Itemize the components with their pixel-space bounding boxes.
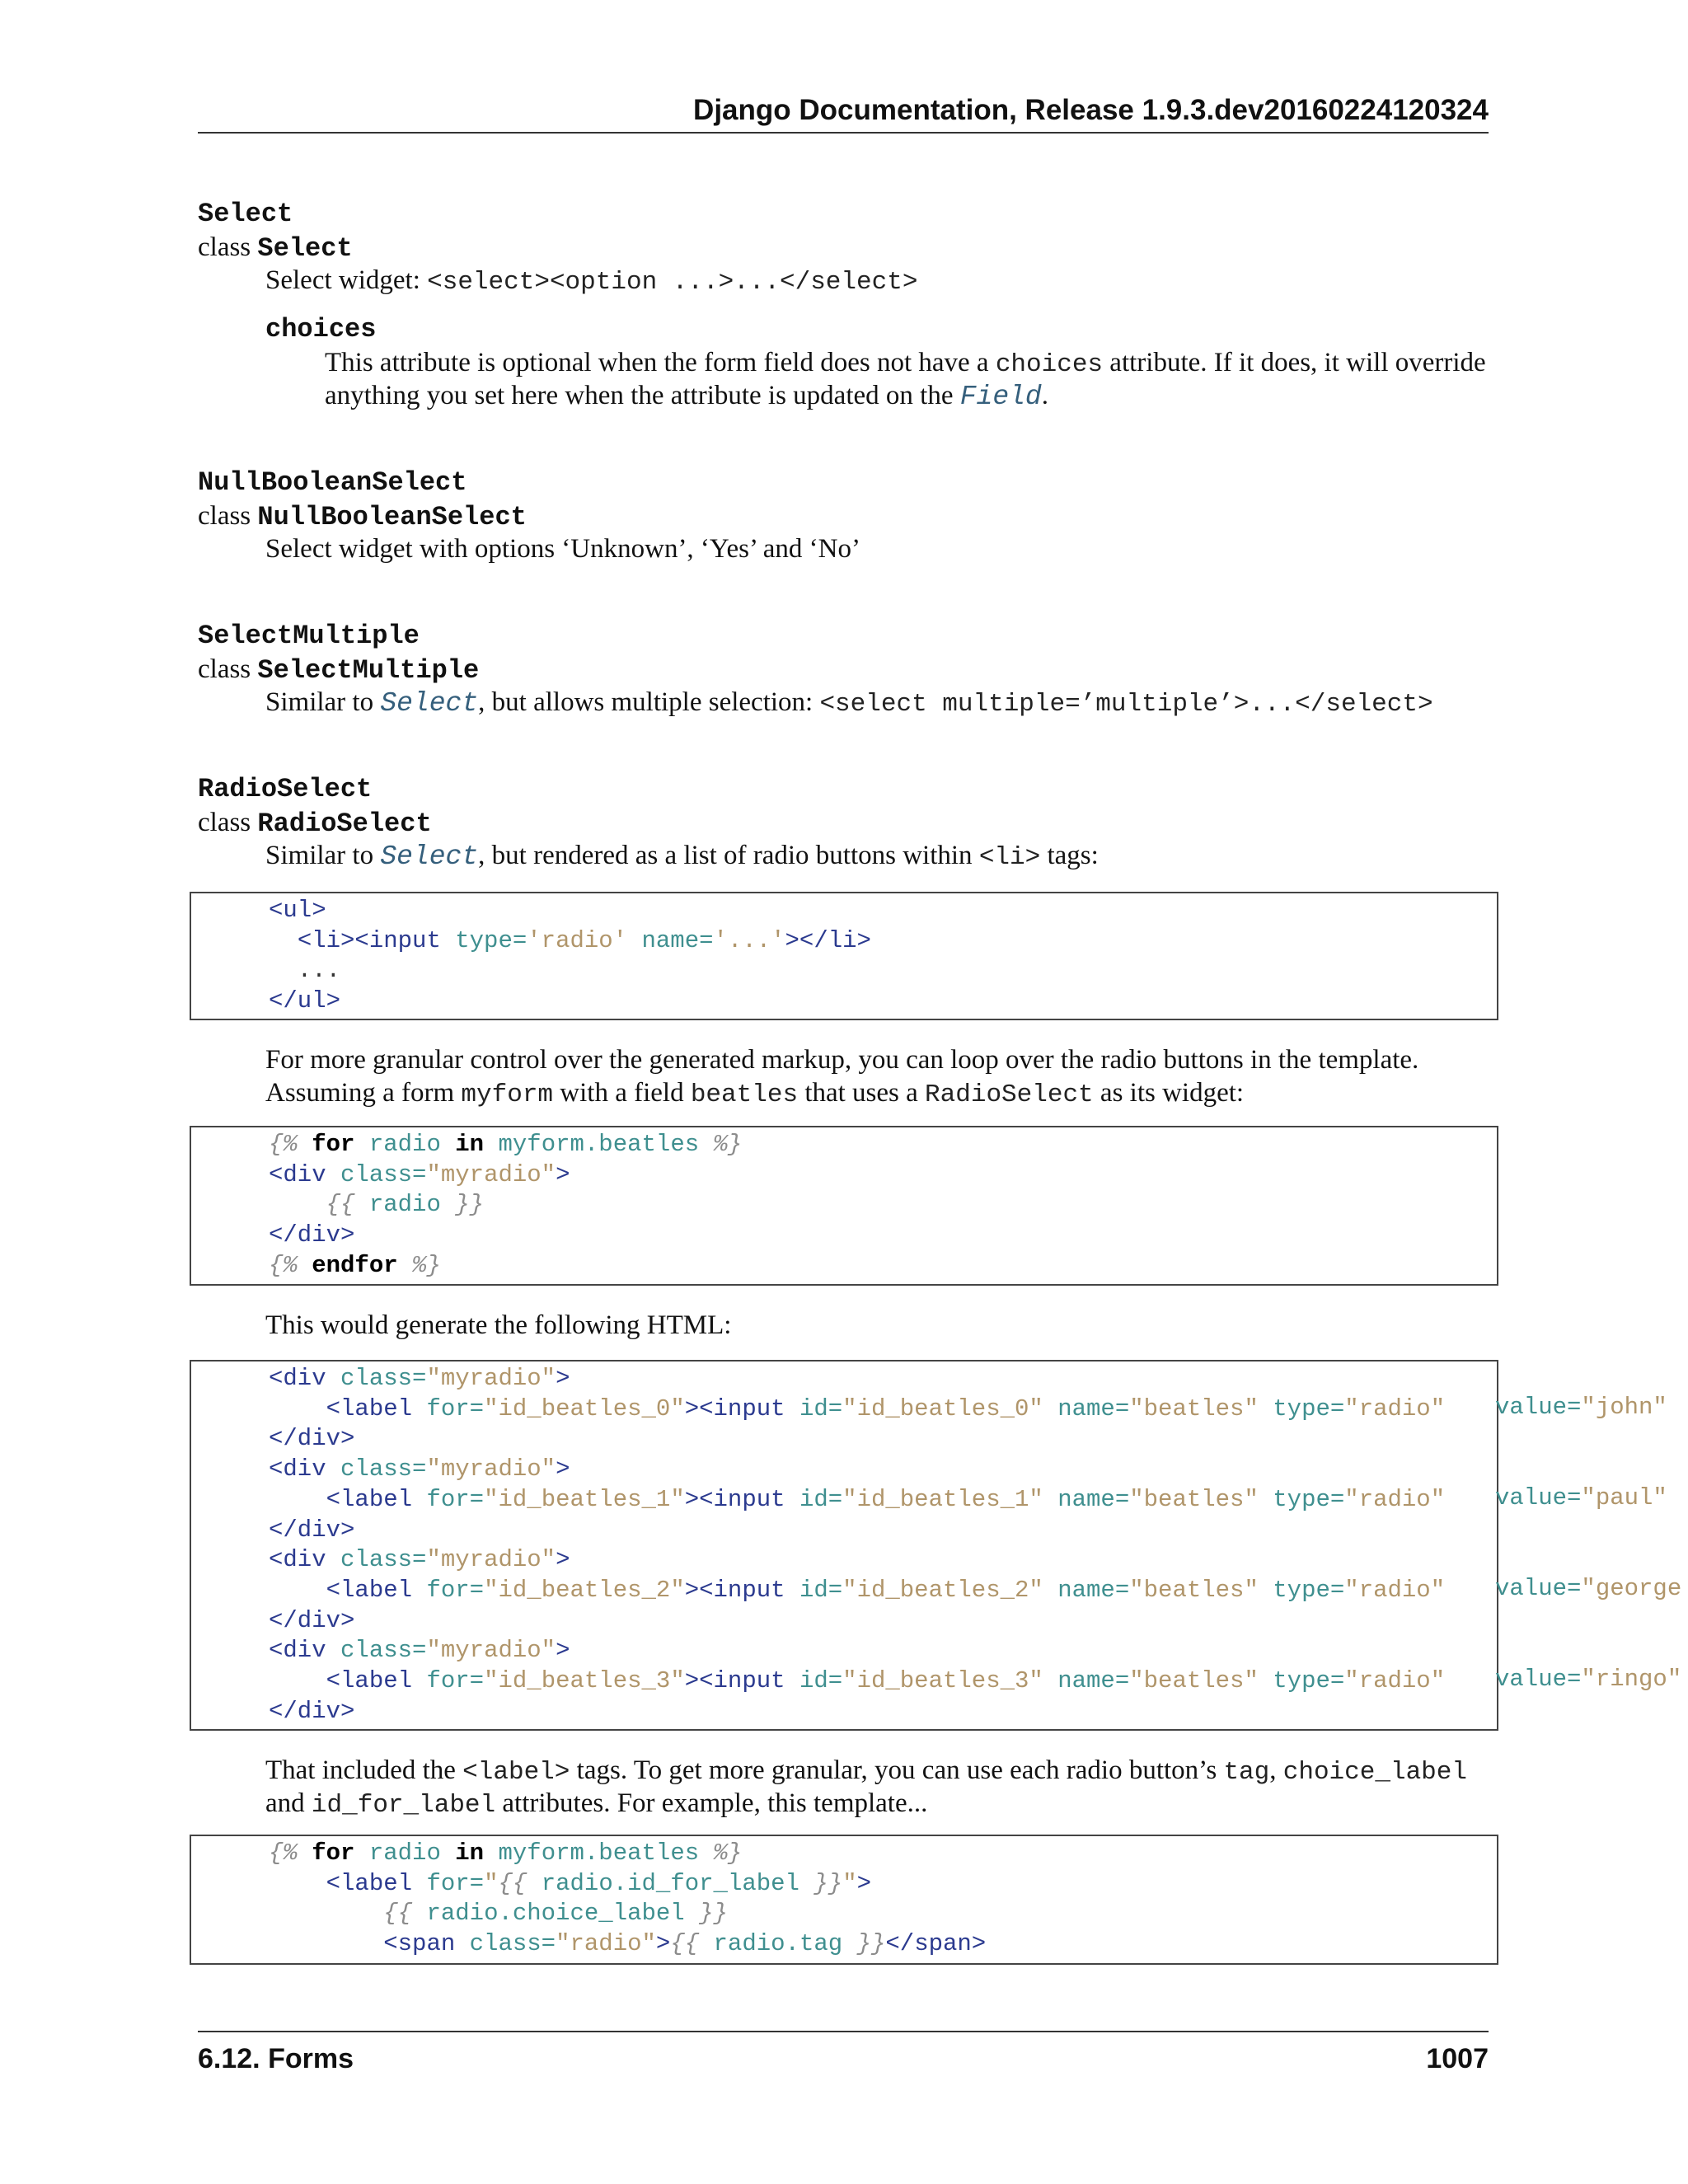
footer-page-number: 1007 bbox=[1426, 2043, 1489, 2074]
code-token: > bbox=[556, 1365, 570, 1392]
code-token bbox=[298, 1131, 312, 1158]
code-token: class= bbox=[340, 1365, 427, 1392]
select-link[interactable]: Select bbox=[380, 688, 479, 719]
code-token: <label bbox=[326, 1869, 413, 1897]
null-boolean-description: Select widget with options ‘Unknown’, ‘Yes’ and ‘No’ bbox=[265, 534, 860, 564]
code-token: " bbox=[842, 1869, 857, 1897]
code-token: "myradio" bbox=[426, 1637, 556, 1665]
code-token bbox=[354, 1840, 368, 1867]
code-token: "myradio" bbox=[426, 1546, 556, 1574]
code-overflow-values bbox=[1495, 1362, 1681, 1725]
description-text: attribute. If it does, it will override bbox=[1103, 348, 1486, 377]
code-token bbox=[269, 927, 298, 954]
code-token: "john" bbox=[1581, 1393, 1667, 1421]
code-token: radio bbox=[368, 1840, 441, 1867]
code-token bbox=[1445, 1577, 1459, 1604]
code-token: > bbox=[556, 1637, 570, 1665]
description-text: Similar to bbox=[265, 841, 381, 870]
code-token bbox=[1445, 1486, 1459, 1513]
code-token: "beatles" bbox=[1129, 1576, 1259, 1604]
code-token bbox=[326, 1546, 340, 1573]
code-token: "myradio" bbox=[426, 1365, 556, 1392]
select-multiple-description bbox=[265, 686, 1433, 721]
code-token: "george bbox=[1581, 1574, 1682, 1602]
inline-code: beatles bbox=[690, 1080, 799, 1109]
description-text: with a field bbox=[553, 1078, 691, 1108]
code-token bbox=[354, 1131, 368, 1158]
code-token bbox=[269, 1395, 326, 1422]
code-token: "radio" bbox=[1344, 1667, 1446, 1695]
code-token: for bbox=[312, 1840, 355, 1867]
code-token: "id_beatles_0" bbox=[842, 1394, 1043, 1422]
code-token: "id_beatles_3" bbox=[842, 1667, 1043, 1695]
code-token: {{ bbox=[498, 1869, 528, 1897]
code-token bbox=[527, 1870, 541, 1897]
code-token: "beatles" bbox=[1129, 1667, 1259, 1695]
class-name: Select bbox=[257, 233, 353, 264]
header-title: Django Documentation, Release 1.9.3.dev20160224120324 bbox=[693, 94, 1489, 126]
code-token: "myradio" bbox=[426, 1160, 556, 1188]
code-token bbox=[1445, 1667, 1459, 1694]
code-token bbox=[685, 1900, 699, 1927]
select-link[interactable]: Select bbox=[380, 841, 479, 872]
code-token: radio bbox=[368, 1191, 441, 1219]
description-text: Similar to bbox=[265, 687, 381, 717]
choices-attribute-name: choices bbox=[265, 314, 377, 344]
code-token: "beatles" bbox=[1129, 1394, 1259, 1422]
description-text: anything you set here when the attribute is updated on the bbox=[325, 381, 960, 410]
radio-select-description bbox=[265, 839, 1099, 874]
code-token bbox=[785, 1395, 799, 1422]
code-token: radio.tag bbox=[713, 1930, 843, 1958]
code-token bbox=[412, 1870, 426, 1897]
code-token bbox=[269, 1191, 326, 1218]
inline-code: RadioSelect bbox=[925, 1080, 1094, 1109]
class-name: SelectMultiple bbox=[257, 655, 480, 686]
code-token: </div> bbox=[269, 1606, 355, 1634]
code-token bbox=[269, 1577, 326, 1604]
class-name: NullBooleanSelect bbox=[257, 502, 527, 532]
code-block-html-output bbox=[190, 1360, 1498, 1731]
code-token: > bbox=[556, 1160, 570, 1188]
code-token: for= bbox=[426, 1667, 485, 1695]
granular-paragraph-line-2 bbox=[265, 1076, 1244, 1112]
code-token bbox=[269, 1667, 326, 1694]
code-token bbox=[269, 1900, 383, 1927]
code-token: radio bbox=[368, 1131, 441, 1158]
code-token: </div> bbox=[269, 1425, 355, 1453]
code-token: for bbox=[312, 1131, 355, 1158]
code-token: "id_beatles_1" bbox=[842, 1485, 1043, 1513]
code-token: for= bbox=[426, 1869, 485, 1897]
code-token: "id_beatles_3" bbox=[484, 1667, 685, 1695]
page-footer bbox=[198, 2031, 1489, 2074]
code-token bbox=[412, 1577, 426, 1604]
code-token bbox=[326, 1365, 340, 1392]
code-token bbox=[699, 1131, 713, 1158]
code-token bbox=[412, 1667, 426, 1694]
code-token bbox=[398, 1252, 412, 1279]
code-token: <li><input bbox=[297, 926, 441, 954]
code-token: myform.beatles bbox=[498, 1840, 700, 1867]
inline-code: <li> bbox=[978, 843, 1041, 872]
class-keyword: class bbox=[198, 232, 251, 262]
code-token: id= bbox=[799, 1485, 843, 1513]
code-token: in bbox=[455, 1131, 485, 1158]
code-token: <ul> bbox=[269, 897, 326, 924]
code-token bbox=[1043, 1395, 1057, 1422]
description-text: that uses a bbox=[798, 1078, 926, 1108]
code-token: name= bbox=[1057, 1576, 1130, 1604]
code-token: }} bbox=[455, 1191, 485, 1219]
code-token: value= bbox=[1495, 1574, 1582, 1602]
radio-select-heading: RadioSelect bbox=[198, 774, 373, 804]
select-signature bbox=[198, 231, 353, 265]
code-listing bbox=[269, 1364, 1460, 1727]
code-token: 'radio' bbox=[527, 926, 628, 954]
code-listing bbox=[269, 896, 871, 1017]
code-token: type= bbox=[1273, 1394, 1345, 1422]
code-token bbox=[484, 1131, 498, 1158]
code-token: " bbox=[484, 1869, 499, 1897]
description-text: Assuming a form bbox=[265, 1078, 462, 1108]
code-token: value= bbox=[1495, 1666, 1582, 1694]
code-token: {% bbox=[269, 1131, 298, 1158]
class-name: RadioSelect bbox=[257, 808, 432, 839]
code-token: </div> bbox=[269, 1516, 355, 1544]
code-token: > bbox=[556, 1455, 570, 1483]
label-paragraph-line-2 bbox=[265, 1787, 927, 1822]
select-description bbox=[265, 264, 917, 299]
code-token bbox=[441, 1191, 455, 1218]
code-block-ul bbox=[190, 892, 1498, 1020]
description-text: attributes. For example, this template... bbox=[495, 1788, 928, 1818]
code-token bbox=[785, 1486, 799, 1513]
code-listing bbox=[269, 1839, 986, 1960]
description-text: and bbox=[265, 1788, 312, 1818]
code-token: class= bbox=[340, 1455, 427, 1483]
code-token bbox=[326, 1161, 340, 1188]
select-multiple-signature bbox=[198, 653, 479, 687]
code-token: }} bbox=[856, 1930, 886, 1958]
code-token: ><input bbox=[684, 1576, 785, 1604]
code-token: type= bbox=[1273, 1576, 1345, 1604]
code-token: class= bbox=[340, 1637, 427, 1665]
field-link[interactable]: Field bbox=[959, 382, 1042, 412]
description-text: , bbox=[1269, 1755, 1283, 1785]
code-token: class= bbox=[469, 1930, 556, 1958]
code-token: > bbox=[856, 1869, 871, 1897]
code-token bbox=[699, 1930, 713, 1957]
code-token: "beatles" bbox=[1129, 1485, 1259, 1513]
code-token bbox=[699, 1840, 713, 1867]
code-token: <div bbox=[269, 1365, 326, 1392]
code-token bbox=[627, 927, 641, 954]
code-token: id= bbox=[799, 1576, 843, 1604]
class-keyword: class bbox=[198, 501, 251, 531]
description-text: tags. To get more granular, you can use each radio button’s bbox=[570, 1755, 1224, 1785]
code-token bbox=[799, 1870, 814, 1897]
code-token: name= bbox=[1057, 1667, 1130, 1695]
code-token: <span bbox=[383, 1930, 456, 1958]
code-token: <label bbox=[326, 1485, 413, 1513]
code-token bbox=[1259, 1667, 1273, 1694]
code-token: for= bbox=[426, 1576, 485, 1604]
description-text: . bbox=[1041, 381, 1048, 410]
code-token bbox=[412, 1900, 426, 1927]
code-token: %} bbox=[713, 1840, 743, 1867]
code-token bbox=[298, 1840, 312, 1867]
description-text: Select widget: bbox=[265, 265, 428, 295]
choices-description-line-2 bbox=[325, 379, 1048, 414]
code-token bbox=[1043, 1667, 1057, 1694]
code-token bbox=[269, 1930, 383, 1957]
code-token: {% bbox=[269, 1840, 298, 1867]
code-token: }} bbox=[814, 1869, 843, 1897]
code-token: type= bbox=[1273, 1667, 1345, 1695]
code-token: <div bbox=[269, 1455, 326, 1483]
code-token: <div bbox=[269, 1637, 326, 1665]
code-token bbox=[269, 1870, 326, 1897]
code-token: %} bbox=[412, 1251, 441, 1279]
code-token bbox=[1259, 1577, 1273, 1604]
code-token: <label bbox=[326, 1394, 413, 1422]
code-block-loop bbox=[190, 1126, 1498, 1286]
granular-paragraph-line-1: For more granular control over the generated markup, you can loop over the radio buttons in the template. bbox=[265, 1045, 1419, 1075]
code-token: id= bbox=[799, 1667, 843, 1695]
code-token: {{ bbox=[383, 1900, 413, 1928]
code-token: value= bbox=[1495, 1483, 1582, 1511]
code-token: <div bbox=[269, 1160, 326, 1188]
generated-html-paragraph: This would generate the following HTML: bbox=[265, 1310, 732, 1340]
code-token: "radio" bbox=[1344, 1485, 1446, 1513]
description-text: , but allows multiple selection: bbox=[478, 687, 820, 717]
code-token bbox=[455, 1930, 469, 1957]
inline-code: choice_label bbox=[1282, 1758, 1467, 1787]
code-token: "myradio" bbox=[426, 1455, 556, 1483]
code-token: radio.id_for_label bbox=[541, 1869, 799, 1897]
code-token: class= bbox=[340, 1160, 427, 1188]
inline-code: id_for_label bbox=[311, 1791, 496, 1820]
code-token bbox=[412, 1486, 426, 1513]
code-token: {% bbox=[269, 1251, 298, 1279]
code-token bbox=[441, 927, 455, 954]
code-token bbox=[412, 1395, 426, 1422]
code-token: </ul> bbox=[269, 987, 341, 1015]
code-token bbox=[1259, 1486, 1273, 1513]
radio-select-signature bbox=[198, 806, 432, 841]
code-token: ><input bbox=[684, 1485, 785, 1513]
code-token bbox=[1445, 1395, 1459, 1422]
class-keyword: class bbox=[198, 654, 251, 684]
code-token: "radio" bbox=[1344, 1394, 1446, 1422]
code-token bbox=[1043, 1577, 1057, 1604]
code-token: <label bbox=[326, 1576, 413, 1604]
null-boolean-heading: NullBooleanSelect bbox=[198, 467, 467, 498]
inline-code: tag bbox=[1223, 1758, 1270, 1787]
code-token bbox=[1043, 1486, 1057, 1513]
code-token: "ringo" bbox=[1581, 1666, 1682, 1694]
code-token: ><input bbox=[684, 1667, 785, 1695]
code-token: > bbox=[655, 1930, 671, 1958]
code-token: <label bbox=[326, 1667, 413, 1695]
footer-section: 6.12. Forms bbox=[198, 2043, 354, 2074]
code-token: "id_beatles_2" bbox=[484, 1576, 685, 1604]
code-token: </div> bbox=[269, 1221, 355, 1249]
code-token bbox=[269, 1486, 326, 1513]
description-text: That included the bbox=[265, 1755, 463, 1785]
code-token: name= bbox=[641, 926, 714, 954]
page-header bbox=[198, 92, 1489, 134]
inline-code: choices bbox=[995, 350, 1104, 379]
code-token: in bbox=[455, 1840, 485, 1867]
code-token: name= bbox=[1057, 1394, 1130, 1422]
code-token bbox=[842, 1930, 856, 1957]
code-token bbox=[326, 1455, 340, 1483]
code-token bbox=[785, 1577, 799, 1604]
code-token: ... bbox=[269, 957, 341, 985]
code-token: endfor bbox=[312, 1251, 398, 1279]
code-token: for= bbox=[426, 1394, 485, 1422]
choices-description-line-1 bbox=[325, 346, 1486, 382]
code-token: "paul" bbox=[1581, 1483, 1667, 1511]
code-token: value= bbox=[1495, 1393, 1582, 1421]
code-token bbox=[484, 1840, 498, 1867]
code-token: ></li> bbox=[785, 926, 871, 954]
code-token: id= bbox=[799, 1394, 843, 1422]
code-token: }} bbox=[699, 1900, 728, 1928]
code-token: %} bbox=[713, 1131, 743, 1158]
code-token: for= bbox=[426, 1485, 485, 1513]
label-paragraph-line-1 bbox=[265, 1754, 1467, 1789]
code-token: "id_beatles_0" bbox=[484, 1394, 685, 1422]
description-text: as its widget: bbox=[1093, 1078, 1245, 1108]
code-token: "id_beatles_2" bbox=[842, 1576, 1043, 1604]
code-token: name= bbox=[1057, 1485, 1130, 1513]
null-boolean-signature bbox=[198, 499, 527, 534]
code-token: </div> bbox=[269, 1697, 355, 1725]
code-token: {{ bbox=[670, 1930, 700, 1958]
code-token: {{ bbox=[326, 1191, 355, 1219]
code-token bbox=[354, 1191, 368, 1218]
code-token: "id_beatles_1" bbox=[484, 1485, 685, 1513]
inline-code: <select><option ...>...</select> bbox=[427, 268, 918, 297]
code-token: class= bbox=[340, 1546, 427, 1574]
code-token bbox=[326, 1637, 340, 1664]
code-token: myform.beatles bbox=[498, 1131, 700, 1158]
code-block-label-template bbox=[190, 1835, 1498, 1965]
code-token bbox=[785, 1667, 799, 1694]
inline-code: <label> bbox=[462, 1758, 570, 1787]
code-token bbox=[298, 1252, 312, 1279]
select-heading: Select bbox=[198, 199, 293, 229]
code-token: "radio" bbox=[556, 1930, 656, 1958]
code-token bbox=[441, 1131, 455, 1158]
code-token: type= bbox=[1273, 1485, 1345, 1513]
code-token: '...' bbox=[713, 926, 785, 954]
code-token bbox=[1259, 1395, 1273, 1422]
code-token: radio.choice_label bbox=[426, 1900, 685, 1928]
code-token bbox=[441, 1840, 455, 1867]
description-text: , but rendered as a list of radio buttons within bbox=[478, 841, 979, 870]
description-text: This attribute is optional when the form field does not have a bbox=[325, 348, 996, 377]
code-token: ><input bbox=[684, 1394, 785, 1422]
class-keyword: class bbox=[198, 808, 251, 837]
code-token: </span> bbox=[885, 1930, 987, 1958]
code-token: type= bbox=[455, 926, 528, 954]
select-multiple-heading: SelectMultiple bbox=[198, 621, 420, 651]
code-token: <div bbox=[269, 1546, 326, 1574]
code-token: > bbox=[556, 1546, 570, 1574]
code-token: "radio" bbox=[1344, 1576, 1446, 1604]
code-listing bbox=[269, 1130, 742, 1282]
inline-code: myform bbox=[461, 1080, 554, 1109]
description-text: tags: bbox=[1040, 841, 1099, 870]
inline-code: <select multiple=’multiple’>...</select> bbox=[819, 690, 1433, 719]
